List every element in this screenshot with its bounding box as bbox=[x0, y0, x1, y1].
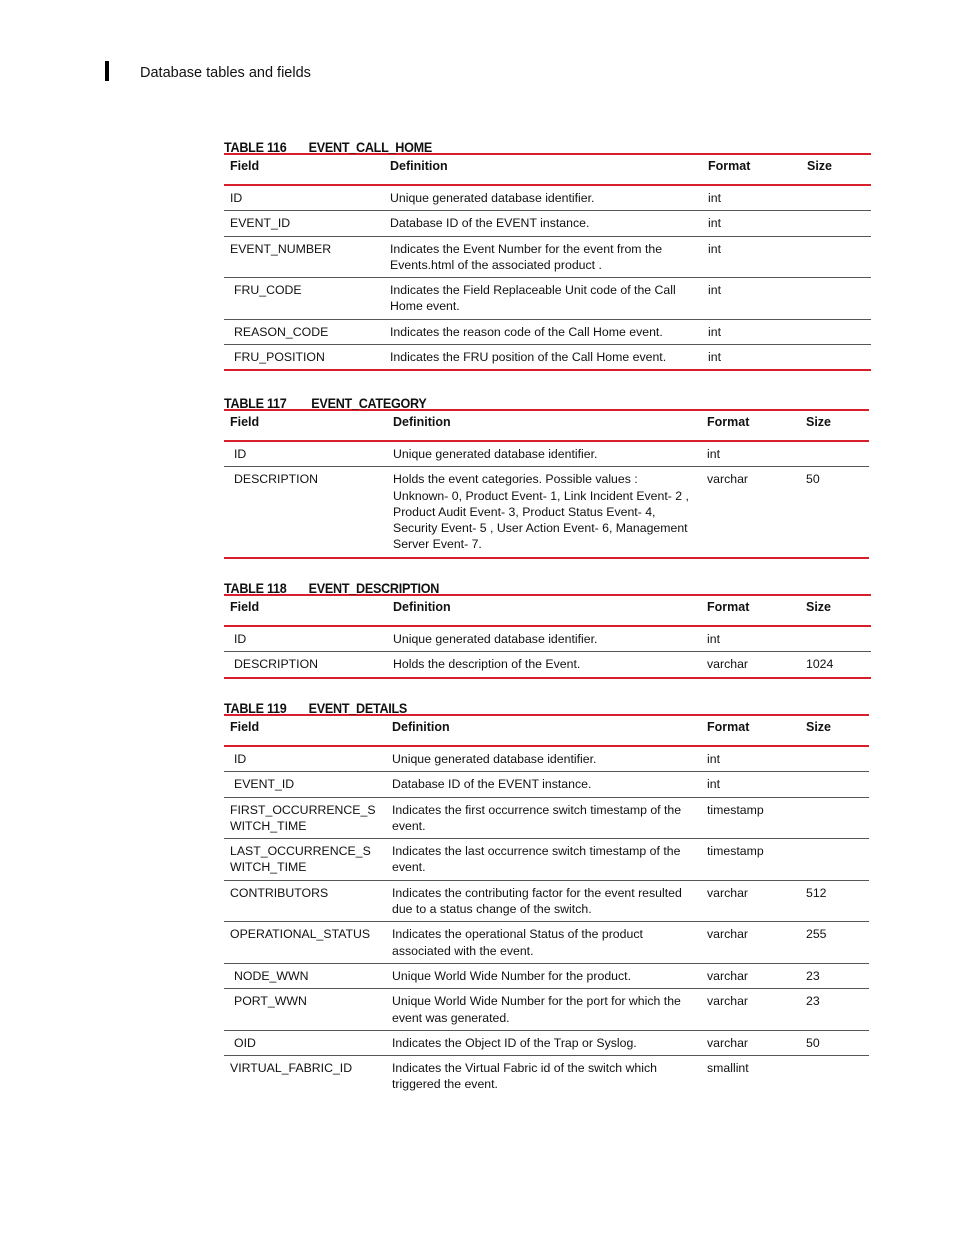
table-caption bbox=[224, 394, 805, 412]
table-number: TABLE 116 bbox=[224, 139, 287, 155]
table-row bbox=[224, 839, 869, 881]
cell-format: int bbox=[702, 211, 801, 236]
data-table bbox=[224, 409, 869, 559]
cell-definition: Unique generated database identifier. bbox=[384, 185, 702, 211]
table-event-category bbox=[224, 394, 869, 559]
cell-field: DESCRIPTION bbox=[224, 467, 387, 558]
table-row bbox=[224, 652, 871, 678]
cell-size: 512 bbox=[800, 880, 869, 922]
table-event-description bbox=[224, 579, 871, 679]
table-name: EVENT_CALL_HOME bbox=[308, 139, 432, 155]
cell-size bbox=[801, 236, 871, 278]
cell-field: PORT_WWN bbox=[224, 989, 386, 1031]
column-header-size: Size bbox=[800, 715, 869, 746]
table-row bbox=[224, 797, 869, 839]
column-header-format: Format bbox=[701, 595, 800, 626]
cell-size bbox=[801, 211, 871, 236]
cell-size bbox=[800, 797, 869, 839]
table-name: EVENT_CATEGORY bbox=[311, 395, 427, 411]
cell-definition: Indicates the contributing factor for the event resulted due to a status change of the switch. bbox=[386, 880, 701, 922]
cell-definition: Indicates the Field Replaceable Unit code of the Call Home event. bbox=[384, 278, 702, 320]
column-header-definition: Definition bbox=[384, 154, 702, 185]
table-row bbox=[224, 278, 871, 320]
cell-size bbox=[800, 1056, 869, 1097]
cell-size bbox=[801, 185, 871, 211]
column-header-definition: Definition bbox=[387, 595, 701, 626]
cell-format: int bbox=[701, 626, 800, 652]
cell-field: FRU_POSITION bbox=[224, 345, 384, 371]
header-margin-bar bbox=[105, 61, 109, 81]
header-row bbox=[224, 154, 871, 185]
cell-format: int bbox=[702, 236, 801, 278]
cell-size bbox=[800, 441, 869, 467]
table-row bbox=[224, 319, 871, 344]
cell-definition: Indicates the last occurrence switch timestamp of the event. bbox=[386, 839, 701, 881]
table-number: TABLE 117 bbox=[224, 395, 287, 411]
table-row bbox=[224, 989, 869, 1031]
cell-field: OPERATIONAL_STATUS bbox=[224, 922, 386, 964]
cell-field: LAST_OCCURRENCE_SWITCH_TIME bbox=[224, 839, 386, 881]
table-row bbox=[224, 441, 869, 467]
table-caption bbox=[224, 138, 806, 156]
cell-format: varchar bbox=[701, 989, 800, 1031]
cell-field: OID bbox=[224, 1030, 386, 1055]
table-row bbox=[224, 1056, 869, 1097]
cell-definition: Indicates the Virtual Fabric id of the switch which triggered the event. bbox=[392, 1061, 657, 1092]
cell-size: 50 bbox=[800, 467, 869, 558]
cell-field: ID bbox=[224, 185, 384, 211]
column-header-field: Field bbox=[224, 410, 387, 441]
table-number: TABLE 118 bbox=[224, 580, 287, 596]
cell-size: 23 bbox=[800, 963, 869, 988]
column-header-field: Field bbox=[224, 595, 387, 626]
cell-field: FIRST_OCCURRENCE_SWITCH_TIME bbox=[224, 797, 386, 839]
cell-field: EVENT_ID bbox=[224, 211, 384, 236]
cell-definition: Unique World Wide Number for the product. bbox=[386, 963, 701, 988]
column-header-definition: Definition bbox=[386, 715, 701, 746]
cell-field: EVENT_NUMBER bbox=[224, 236, 384, 278]
cell-size: 23 bbox=[800, 989, 869, 1031]
cell-format: int bbox=[701, 441, 800, 467]
cell-format: int bbox=[702, 319, 801, 344]
cell-size bbox=[800, 746, 869, 772]
cell-field: ID bbox=[224, 746, 386, 772]
column-header-format: Format bbox=[701, 410, 800, 441]
cell-field: DESCRIPTION bbox=[224, 652, 387, 678]
cell-definition: Indicates the FRU position of the Call Home event. bbox=[384, 345, 702, 371]
section-title: Database tables and fields bbox=[140, 65, 311, 81]
cell-definition: Indicates the operational Status of the product associated with the event. bbox=[386, 922, 701, 964]
table-event-call-home bbox=[224, 138, 871, 371]
table-row bbox=[224, 922, 869, 964]
cell-size: 255 bbox=[800, 922, 869, 964]
table-number: TABLE 119 bbox=[224, 700, 287, 716]
cell-definition: Indicates the reason code of the Call Home event. bbox=[384, 319, 702, 344]
cell-definition: Unique World Wide Number for the port for which the event was generated. bbox=[386, 989, 701, 1031]
header-row bbox=[224, 715, 869, 746]
cell-format: varchar bbox=[701, 922, 800, 964]
cell-field: ID bbox=[224, 626, 387, 652]
cell-format: varchar bbox=[701, 880, 800, 922]
cell-field: NODE_WWN bbox=[224, 963, 386, 988]
column-header-format: Format bbox=[702, 154, 801, 185]
cell-format: timestamp bbox=[701, 797, 800, 839]
cell-definition: Unique generated database identifier. bbox=[386, 746, 701, 772]
cell-definition: Indicates the first occurrence switch timestamp of the event. bbox=[386, 797, 701, 839]
cell-field: REASON_CODE bbox=[224, 319, 384, 344]
table-row bbox=[224, 626, 871, 652]
cell-format: varchar bbox=[701, 963, 800, 988]
data-table bbox=[224, 714, 869, 1097]
cell-field: FRU_CODE bbox=[224, 278, 384, 320]
table-row bbox=[224, 880, 869, 922]
table-row bbox=[224, 467, 869, 558]
table-row bbox=[224, 1030, 869, 1055]
cell-size bbox=[800, 626, 871, 652]
table-row bbox=[224, 345, 871, 371]
cell-definition: Indicates the Event Number for the event from the Events.html of the associated product . bbox=[384, 236, 702, 278]
cell-format: int bbox=[701, 746, 800, 772]
table-row bbox=[224, 772, 869, 797]
cell-format: int bbox=[701, 772, 800, 797]
table-name: EVENT_DETAILS bbox=[308, 700, 408, 716]
cell-format: int bbox=[702, 278, 801, 320]
header-row bbox=[224, 410, 869, 441]
cell-format: int bbox=[702, 185, 801, 211]
cell-definition: Database ID of the EVENT instance. bbox=[384, 211, 702, 236]
column-header-definition: Definition bbox=[387, 410, 701, 441]
column-header-format: Format bbox=[701, 715, 800, 746]
cell-size bbox=[800, 839, 869, 881]
cell-size bbox=[800, 772, 869, 797]
column-header-field: Field bbox=[224, 154, 384, 185]
cell-definition: Database ID of the EVENT instance. bbox=[386, 772, 701, 797]
cell-definition: Holds the event categories. Possible values : Unknown- 0, Product Event- 1, Link Incident Event- 2 , Product Audit Event- 3, Product Status Event- 4, Security Event- 5 , User Action Event- 6, Management Server Event- 7. bbox=[387, 467, 701, 558]
cell-definition: Unique generated database identifier. bbox=[387, 441, 701, 467]
cell-size: 50 bbox=[800, 1030, 869, 1055]
cell-definition: Indicates the Object ID of the Trap or Syslog. bbox=[386, 1030, 701, 1055]
table-row bbox=[224, 746, 869, 772]
cell-format: varchar bbox=[701, 1030, 800, 1055]
column-header-size: Size bbox=[800, 410, 869, 441]
cell-definition: Holds the description of the Event. bbox=[387, 652, 701, 678]
cell-format: varchar bbox=[701, 652, 800, 678]
table-row bbox=[224, 211, 871, 236]
cell-format: varchar bbox=[701, 467, 800, 558]
table-event-details bbox=[224, 699, 869, 1097]
cell-size bbox=[801, 278, 871, 320]
cell-field: VIRTUAL_FABRIC_ID bbox=[230, 1061, 353, 1076]
table-row bbox=[224, 963, 869, 988]
column-header-size: Size bbox=[801, 154, 871, 185]
cell-format: smallint bbox=[707, 1061, 749, 1076]
cell-size bbox=[801, 319, 871, 344]
cell-size bbox=[801, 345, 871, 371]
table-caption bbox=[224, 579, 806, 597]
cell-format: timestamp bbox=[701, 839, 800, 881]
data-table bbox=[224, 153, 871, 371]
cell-field: ID bbox=[224, 441, 387, 467]
cell-size: 1024 bbox=[800, 652, 871, 678]
cell-format: int bbox=[702, 345, 801, 371]
cell-field: EVENT_ID bbox=[224, 772, 386, 797]
column-header-field: Field bbox=[224, 715, 386, 746]
data-table bbox=[224, 594, 871, 679]
header-row bbox=[224, 595, 871, 626]
table-name: EVENT_DESCRIPTION bbox=[308, 580, 440, 596]
column-header-size: Size bbox=[800, 595, 871, 626]
table-caption bbox=[224, 699, 805, 717]
cell-field: CONTRIBUTORS bbox=[224, 880, 386, 922]
cell-definition: Unique generated database identifier. bbox=[387, 626, 701, 652]
table-row bbox=[224, 236, 871, 278]
table-row bbox=[224, 185, 871, 211]
